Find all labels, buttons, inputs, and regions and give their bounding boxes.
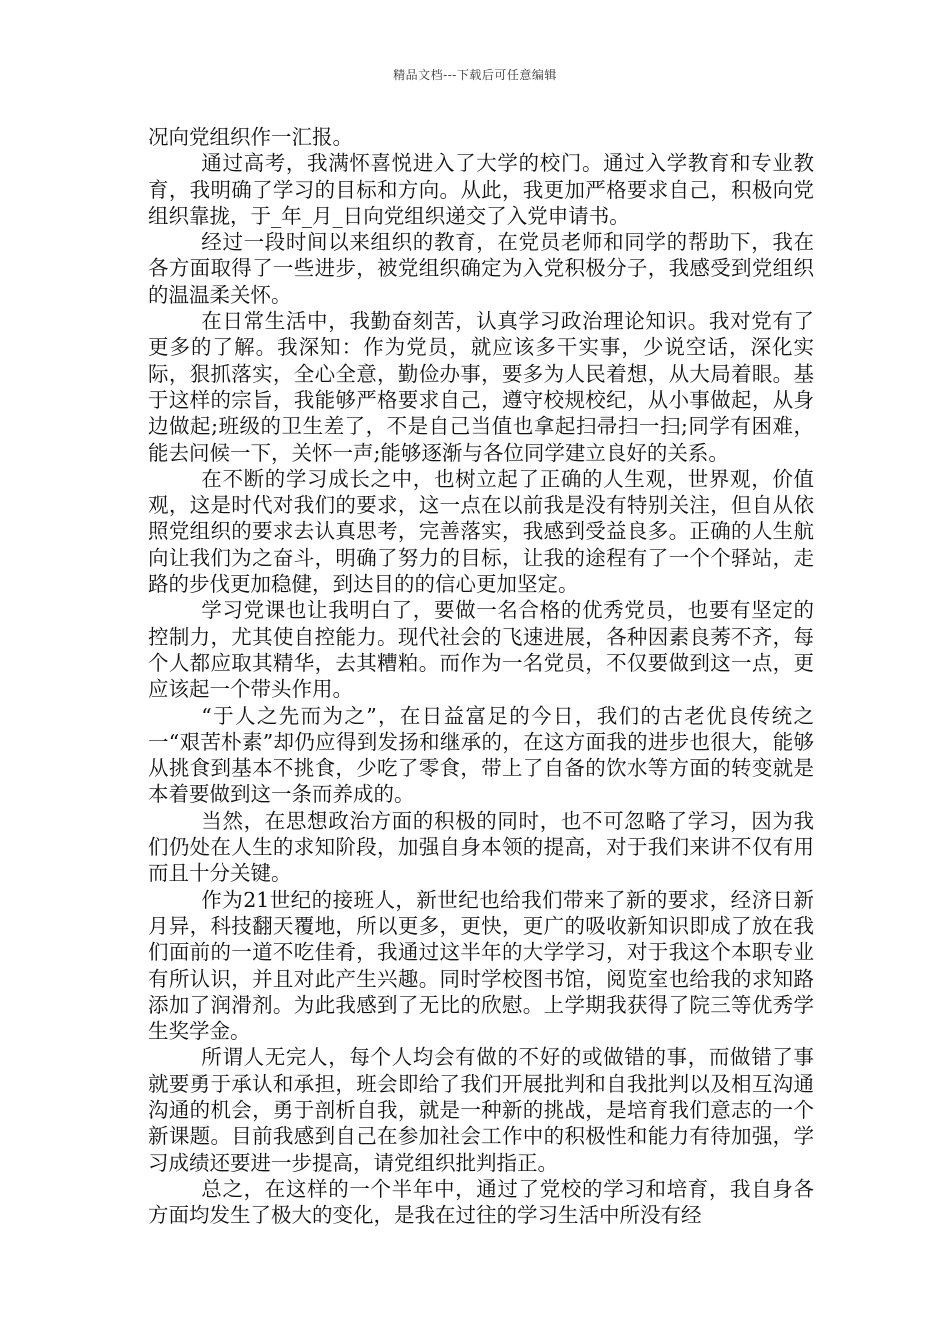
paragraph-5: 在不断的学习成长之中，也树立起了正确的人生观，世界观，价值观，这是时代对我们的要求，这一点在以前我是没有特别关注，但自从依照党组织的要求去认真思考，完善落实，我感到受益良多。正确的人生航向让我们为之奋斗，明确了努力的目标，让我的途程有了一个个驿站，走路的步伐更加稳健，到达目的的信心更加坚定。 <box>148 466 814 597</box>
paragraph-7: “于人之先而为之”，在日益富足的今日，我们的古老优良传统之一“艰苦朴素”却仍应得到发扬和继承的，在这方面我的进步也很大，能够从挑食到基本不挑食，少吃了零食，带上了自备的饮水等方面的转变就是本着要做到这一条而养成的。 <box>148 703 814 807</box>
paragraph-3: 经过一段时间以来组织的教育，在党员老师和同学的帮助下，我在各方面取得了一些进步，被党组织确定为入党积极分子，我感受到党组织的温温柔关怀。 <box>148 230 814 307</box>
paragraph-4: 在日常生活中，我勤奋刻苦，认真学习政治理论知识。我对党有了更多的了解。我深知：作为党员，就应该多干实事，少说空话，深化实际，狠抓落实，全心全意，勤俭办事，要多为人民着想，从大局着眼。基于这样的宗旨，我能够严格要求自己，遵守校规校纪，从小事做起，从身边做起;班级的卫生差了，不是自己当值也拿起扫帚扫一扫;同学有困难，能去问候一下，关怀一声;能够逐渐与各位同学建立良好的关系。 <box>148 309 814 465</box>
document-body <box>148 124 814 1228</box>
paragraph-10: 所谓人无完人，每个人均会有做的不好的或做错的事，而做错了事就要勇于承认和承担，班会即给了我们开展批判和自我批判以及相互沟通沟通的机会，勇于剖析自我，就是一种新的挑战，是培育我们意志的一个新课题。目前我感到自己在参加社会工作中的积极性和能力有待加强，学习成绩还要进一步提高，请党组织批判指正。 <box>148 1045 814 1175</box>
paragraph-8: 当然，在思想政治方面的积极的同时，也不可忽略了学习，因为我们仍处在人生的求知阶段，加强自身本领的提高，对于我们来讲不仅有用而且十分关键。 <box>148 808 814 886</box>
paragraph-11: 总之，在这样的一个半年中，通过了党校的学习和培育，我自身各方面均发生了极大的变化，是我在过往的学习生活中所没有经 <box>148 1176 814 1228</box>
paragraph-9: 作为21世纪的接班人，新世纪也给我们带来了新的要求，经济日新月异，科技翻天覆地，所以更多，更快，更广的吸收新知识即成了放在我们面前的一道不吃佳肴，我通过这半年的大学学习，对于我这个本职专业有所认识，并且对此产生兴趣。同时学校图书馆，阅览室也给我的求知路添加了润滑剂。为此我感到了无比的欣慰。上学期我获得了院三等优秀学生奖学金。 <box>148 887 814 1044</box>
paragraph-1: 况向党组织作一汇报。 <box>148 125 353 149</box>
paragraph-6: 学习党课也让我明白了，要做一名合格的优秀党员，也要有坚定的控制力，尤其使自控能力。现代社会的飞速进展，各种因素良莠不齐，每个人都应取其精华，去其糟粕。而作为一名党员，不仅要做到这一点，更应该起一个带头作用。 <box>148 598 814 702</box>
page-header: 精品文档---下载后可任意编辑 <box>393 68 557 82</box>
paragraph-2: 通过高考，我满怀喜悦进入了大学的校门。通过入学教育和专业教育，我明确了学习的目标和方向。从此，我更加严格要求自己，积极向党组织靠拢，于_年_月_日向党组织递交了入党申请书。 <box>148 151 814 228</box>
